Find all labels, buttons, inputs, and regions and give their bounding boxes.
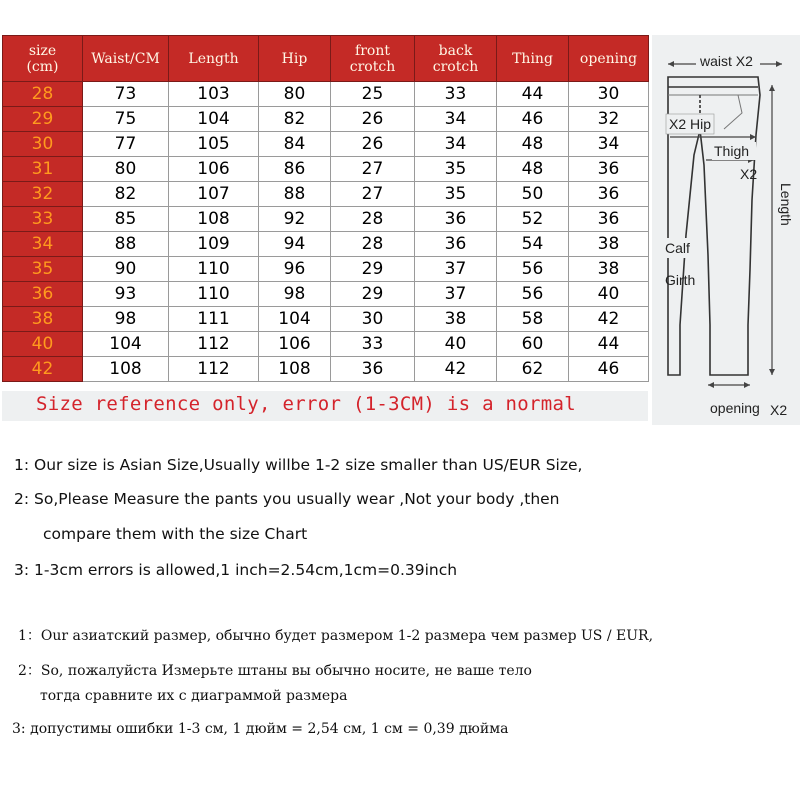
table-body xyxy=(3,82,649,382)
table-row xyxy=(3,257,649,282)
measurement-cell: 111 xyxy=(169,307,259,332)
measurement-cell: 46 xyxy=(569,357,649,382)
measurement-cell: 38 xyxy=(569,257,649,282)
waist-arrow-right-head xyxy=(776,61,782,67)
measurement-cell: 108 xyxy=(169,207,259,232)
measurement-cell: 112 xyxy=(169,332,259,357)
measurement-cell: 28 xyxy=(331,232,415,257)
instruction-number: 2: xyxy=(14,490,30,508)
table-row xyxy=(3,307,649,332)
measurement-cell: 104 xyxy=(169,107,259,132)
size-cell: 32 xyxy=(3,182,83,207)
table-row xyxy=(3,357,649,382)
table-row xyxy=(3,107,649,132)
measurement-cell: 85 xyxy=(83,207,169,232)
measurement-cell: 28 xyxy=(331,207,415,232)
measurement-cell: 106 xyxy=(259,332,331,357)
measurement-cell: 58 xyxy=(497,307,569,332)
measurement-cell: 86 xyxy=(259,157,331,182)
measurement-cell: 35 xyxy=(415,157,497,182)
size-cell: 33 xyxy=(3,207,83,232)
size-cell: 36 xyxy=(3,282,83,307)
measurement-cell: 73 xyxy=(83,82,169,107)
measurement-cell: 82 xyxy=(259,107,331,132)
measurement-cell: 96 xyxy=(259,257,331,282)
measurement-cell: 90 xyxy=(83,257,169,282)
measurement-cell: 37 xyxy=(415,282,497,307)
measurement-cell: 26 xyxy=(331,132,415,157)
measurement-cell: 84 xyxy=(259,132,331,157)
table-row xyxy=(3,332,649,357)
header-back-crotch: back crotch xyxy=(415,36,497,82)
measurement-cell: 88 xyxy=(259,182,331,207)
measurement-cell: 108 xyxy=(259,357,331,382)
measurement-cell: 30 xyxy=(569,82,649,107)
measurement-cell: 37 xyxy=(415,257,497,282)
measurement-cell: 27 xyxy=(331,182,415,207)
measurement-cell: 35 xyxy=(415,182,497,207)
top-strip xyxy=(0,0,800,30)
measurement-cell: 56 xyxy=(497,282,569,307)
measurement-cell: 108 xyxy=(83,357,169,382)
measurement-cell: 42 xyxy=(415,357,497,382)
size-cell: 29 xyxy=(3,107,83,132)
opening-x2-label: X2 xyxy=(770,402,788,418)
measurement-cell: 60 xyxy=(497,332,569,357)
size-cell: 38 xyxy=(3,307,83,332)
measurement-cell: 80 xyxy=(259,82,331,107)
header-waist: Waist/CM xyxy=(83,36,169,82)
instruction-line-1 xyxy=(14,456,582,474)
measurement-cell: 75 xyxy=(83,107,169,132)
table-row xyxy=(3,82,649,107)
measurement-cell: 36 xyxy=(569,157,649,182)
size-note: Size reference only, error (1-3CM) is a normal xyxy=(36,393,576,415)
waist-arrow-left-head xyxy=(668,61,674,67)
instruction-number: 3: xyxy=(14,561,30,579)
header-length: Length xyxy=(169,36,259,82)
measurement-cell: 27 xyxy=(331,157,415,182)
instruction-text: So,Please Measure the pants you usually wear ,Not your body ,then xyxy=(34,490,560,508)
table-row xyxy=(3,157,649,182)
size-cell: 28 xyxy=(3,82,83,107)
table-row xyxy=(3,182,649,207)
instruction-number: 1: xyxy=(14,456,30,474)
instruction-ru-3: 3: допустимы ошибки 1-3 см, 1 дюйм = 2,54 см, 1 см = 0,39 дюйма xyxy=(12,721,509,737)
measurement-cell: 36 xyxy=(415,232,497,257)
size-cell: 30 xyxy=(3,132,83,157)
table-header-row xyxy=(3,36,649,82)
length-arrow-bottom-head xyxy=(769,369,775,375)
instruction-line-2b xyxy=(43,525,307,543)
measurement-cell: 40 xyxy=(415,332,497,357)
measurement-cell: 88 xyxy=(83,232,169,257)
measurement-cell: 77 xyxy=(83,132,169,157)
measurement-cell: 44 xyxy=(569,332,649,357)
measurement-cell: 29 xyxy=(331,257,415,282)
measurement-cell: 25 xyxy=(331,82,415,107)
measurement-cell: 36 xyxy=(569,207,649,232)
measurement-cell: 104 xyxy=(83,332,169,357)
table-row xyxy=(3,132,649,157)
instruction-text: 1-3cm errors is allowed,1 inch=2.54cm,1cm=0.39inch xyxy=(34,561,458,579)
thigh-label: Thigh xyxy=(714,143,750,159)
length-arrow-top-head xyxy=(769,85,775,91)
length-label: Length xyxy=(778,183,794,226)
header-size: size (cm) xyxy=(3,36,83,82)
measurement-cell: 38 xyxy=(569,232,649,257)
table-row xyxy=(3,282,649,307)
measurement-cell: 98 xyxy=(83,307,169,332)
measurement-cell: 36 xyxy=(569,182,649,207)
pants-diagram-svg xyxy=(652,35,800,425)
size-cell: 31 xyxy=(3,157,83,182)
measurement-cell: 54 xyxy=(497,232,569,257)
measurement-cell: 33 xyxy=(331,332,415,357)
instruction-ru-2b: тогда сравните их с диаграммой размера xyxy=(40,688,348,704)
table-row xyxy=(3,207,649,232)
measurement-cell: 110 xyxy=(169,282,259,307)
header-thing: Thing xyxy=(497,36,569,82)
opening-label: opening xyxy=(710,400,760,416)
measurement-cell: 26 xyxy=(331,107,415,132)
measurement-cell: 106 xyxy=(169,157,259,182)
hip-label: X2 Hip xyxy=(669,116,712,132)
measurement-cell: 107 xyxy=(169,182,259,207)
measurement-cell: 92 xyxy=(259,207,331,232)
measurement-cell: 50 xyxy=(497,182,569,207)
size-cell: 40 xyxy=(3,332,83,357)
header-opening: opening xyxy=(569,36,649,82)
measurement-cell: 98 xyxy=(259,282,331,307)
pants-diagram xyxy=(652,35,800,425)
measurement-cell: 112 xyxy=(169,357,259,382)
measurement-cell: 32 xyxy=(569,107,649,132)
measurement-cell: 34 xyxy=(415,132,497,157)
measurement-cell: 46 xyxy=(497,107,569,132)
thigh-x2-label: X2 xyxy=(740,166,758,182)
opening-arrow-right-head xyxy=(744,382,750,388)
measurement-cell: 109 xyxy=(169,232,259,257)
instruction-ru-2: 2：So, пожалуйста Измерьте штаны вы обычно носите, не ваше тело xyxy=(18,663,532,679)
measurement-cell: 29 xyxy=(331,282,415,307)
header-hip: Hip xyxy=(259,36,331,82)
measurement-cell: 33 xyxy=(415,82,497,107)
size-cell: 42 xyxy=(3,357,83,382)
measurement-cell: 94 xyxy=(259,232,331,257)
size-table xyxy=(2,35,649,382)
waist-label: waist X2 xyxy=(700,53,753,69)
measurement-cell: 105 xyxy=(169,132,259,157)
instruction-text: compare them with the size Chart xyxy=(43,525,308,543)
opening-arrow-left-head xyxy=(708,382,714,388)
measurement-cell: 44 xyxy=(497,82,569,107)
measurement-cell: 34 xyxy=(569,132,649,157)
instruction-text: Our size is Asian Size,Usually willbe 1-2 size smaller than US/EUR Size, xyxy=(34,456,583,474)
measurement-cell: 48 xyxy=(497,157,569,182)
measurement-cell: 93 xyxy=(83,282,169,307)
size-cell: 35 xyxy=(3,257,83,282)
measurement-cell: 30 xyxy=(331,307,415,332)
measurement-cell: 34 xyxy=(415,107,497,132)
table-row xyxy=(3,232,649,257)
instruction-line-3 xyxy=(14,561,457,579)
instruction-ru-1: 1：Our азиатский размер, обычно будет размером 1-2 размера чем размер US / EUR, xyxy=(18,628,654,644)
measurement-cell: 40 xyxy=(569,282,649,307)
measurement-cell: 82 xyxy=(83,182,169,207)
measurement-cell: 103 xyxy=(169,82,259,107)
size-cell: 34 xyxy=(3,232,83,257)
measurement-cell: 110 xyxy=(169,257,259,282)
measurement-cell: 36 xyxy=(331,357,415,382)
measurement-cell: 38 xyxy=(415,307,497,332)
instruction-line-2 xyxy=(14,490,560,508)
measurement-cell: 36 xyxy=(415,207,497,232)
measurement-cell: 48 xyxy=(497,132,569,157)
measurement-cell: 62 xyxy=(497,357,569,382)
measurement-cell: 56 xyxy=(497,257,569,282)
measurement-cell: 42 xyxy=(569,307,649,332)
measurement-cell: 80 xyxy=(83,157,169,182)
header-front-crotch: front crotch xyxy=(331,36,415,82)
girth-label: Girth xyxy=(665,272,696,288)
measurement-cell: 104 xyxy=(259,307,331,332)
calf-label: Calf xyxy=(665,240,690,256)
measurement-cell: 52 xyxy=(497,207,569,232)
